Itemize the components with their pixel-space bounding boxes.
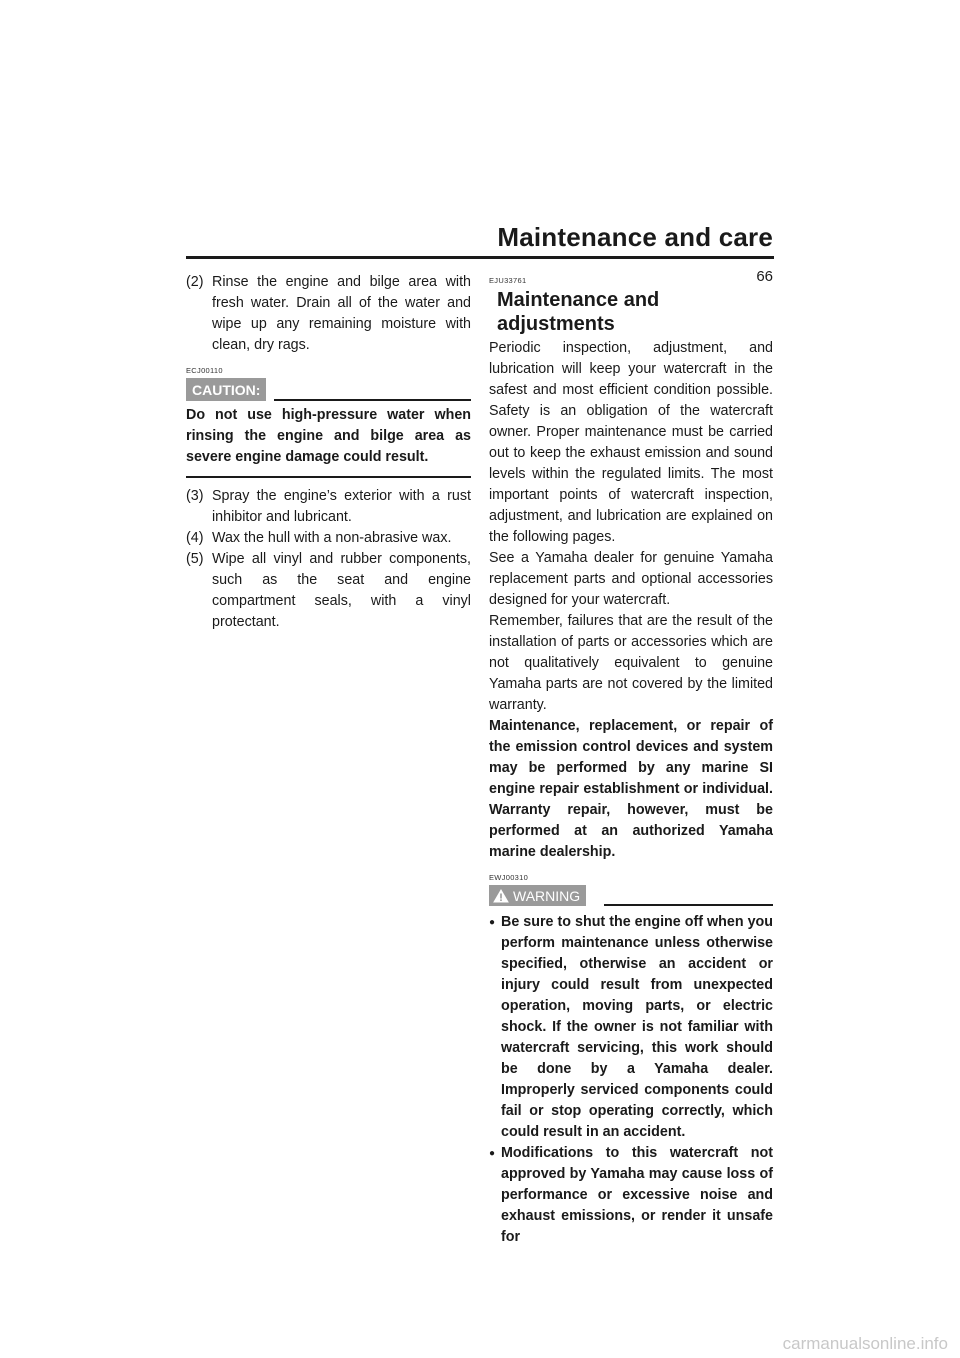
dealer-paragraph: See a Yamaha dealer for genuine Yamaha replacement parts and optional accessories designed for your watercraft. bbox=[489, 550, 773, 608]
caution-bottom-rule bbox=[186, 476, 471, 478]
warning-rule bbox=[604, 904, 773, 906]
left-column bbox=[186, 272, 471, 633]
warning-header bbox=[489, 885, 773, 906]
page-number: 66 bbox=[756, 268, 773, 285]
caution-header bbox=[186, 378, 471, 401]
watermark: carmanualsonline.info bbox=[782, 1334, 948, 1353]
step-number: (3) bbox=[186, 488, 204, 504]
bullet-text: Modifications to this watercraft not approved by Yamaha may cause loss of performance or excessive noise and exhaust emissions, or render it unsafe for bbox=[501, 1145, 773, 1245]
caution-badge: CAUTION: bbox=[186, 378, 266, 401]
warning-badge bbox=[489, 885, 586, 906]
step-text: Spray the engine’s exterior with a rust inhibitor and lubricant. bbox=[212, 488, 471, 525]
header-rule bbox=[186, 256, 774, 259]
emission-paragraph: Maintenance, replacement, or repair of the emission control devices and system may be performed by any marine SI engine repair establishment or individual. Warranty repair, however, must be performed at an authorized Yamaha marine dealership. bbox=[489, 718, 773, 860]
step-2 bbox=[186, 272, 471, 356]
step-4 bbox=[186, 528, 471, 549]
step-text: Rinse the engine and bilge area with fresh water. Drain all of the water and wipe up any remaining moisture with clean, dry rags. bbox=[212, 274, 471, 353]
bullet-icon: ● bbox=[489, 917, 496, 928]
section-code: EJU33761 bbox=[489, 276, 527, 285]
bullet-text: Be sure to shut the engine off when you perform maintenance unless otherwise specified, otherwise an accident or injury could result from unexpected operation, moving parts, or electric shock. If the owner is not familiar with watercraft servicing, this work should be done by a Yamaha dealer. Improperly serviced components could fail or stop operating correctly, which could result in an accident. bbox=[501, 914, 773, 1140]
warning-code: EWJ00310 bbox=[489, 873, 529, 882]
step-number: (2) bbox=[186, 274, 204, 290]
bullet-icon: ● bbox=[489, 1148, 496, 1159]
warning-bullet bbox=[489, 912, 773, 1143]
caution-rule bbox=[274, 399, 471, 401]
page-title: Maintenance and care bbox=[497, 222, 773, 252]
step-number: (5) bbox=[186, 551, 204, 567]
step-text: Wax the hull with a non-abrasive wax. bbox=[212, 530, 452, 546]
intro-paragraph: Periodic inspection, adjustment, and lubrication will keep your watercraft in the safest and most efficient condition possible. Safety is an obligation of the watercraft owner. Proper maintenance must be carried out to keep the exhaust emission and sound levels within the regulated limits. The most important points of watercraft inspection, adjustment, and lubrication are explained on the following pages. bbox=[489, 340, 773, 545]
step-3 bbox=[186, 486, 471, 528]
caution-text: Do not use high-pressure water when rinsing the engine and bilge area as severe engine damage could result. bbox=[186, 407, 471, 465]
caution-code: ECJ00110 bbox=[186, 366, 223, 375]
step-text: Wipe all vinyl and rubber components, such as the seat and engine compartment seals, with a vinyl protectant. bbox=[212, 551, 471, 630]
warning-bullet bbox=[489, 1143, 773, 1248]
step-5 bbox=[186, 549, 471, 633]
warning-triangle-icon bbox=[493, 889, 509, 903]
warning-label: WARNING bbox=[513, 888, 581, 904]
right-column bbox=[489, 272, 773, 1248]
step-number: (4) bbox=[186, 530, 204, 546]
section-title: Maintenance and adjustments bbox=[497, 289, 660, 335]
warranty-paragraph: Remember, failures that are the result of the installation of parts or accessories which are not qualitatively equivalent to genuine Yamaha parts are not covered by the limited warranty. bbox=[489, 613, 773, 713]
